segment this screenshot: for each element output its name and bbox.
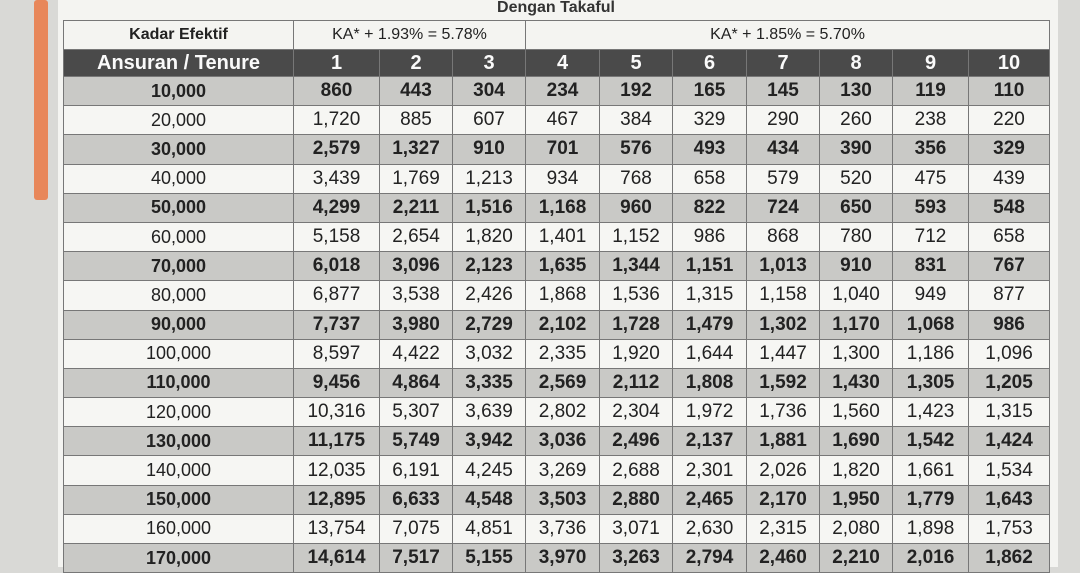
installment-cell: 1,536	[600, 281, 673, 310]
installment-cell: 3,335	[453, 368, 526, 397]
installment-cell: 701	[526, 135, 600, 164]
installment-cell: 356	[893, 135, 969, 164]
installment-cell: 3,736	[526, 514, 600, 543]
installment-cell: 712	[893, 222, 969, 251]
loan-amount-cell: 70,000	[64, 252, 294, 281]
installment-cell: 3,263	[600, 544, 673, 573]
installment-cell: 1,644	[673, 339, 747, 368]
installment-cell: 1,315	[673, 281, 747, 310]
installment-cell: 1,635	[526, 252, 600, 281]
tenure-header: 8	[820, 50, 893, 77]
installment-cell: 2,102	[526, 310, 600, 339]
installment-cell: 885	[380, 106, 453, 135]
installment-cell: 949	[893, 281, 969, 310]
loan-amount-cell: 50,000	[64, 193, 294, 222]
tenure-header-row	[64, 50, 1050, 77]
installment-cell: 304	[453, 77, 526, 106]
installment-cell: 4,245	[453, 456, 526, 485]
installment-cell: 1,868	[526, 281, 600, 310]
installment-cell: 576	[600, 135, 673, 164]
installment-cell: 434	[747, 135, 820, 164]
installment-cell: 10,316	[294, 398, 380, 427]
installment-cell: 2,802	[526, 398, 600, 427]
installment-cell: 3,970	[526, 544, 600, 573]
installment-cell: 877	[969, 281, 1050, 310]
installment-cell: 12,895	[294, 485, 380, 514]
installment-cell: 960	[600, 193, 673, 222]
installment-cell: 443	[380, 77, 453, 106]
table-row	[64, 427, 1050, 456]
installment-cell: 1,769	[380, 164, 453, 193]
installment-cell: 4,851	[453, 514, 526, 543]
installment-cell: 2,630	[673, 514, 747, 543]
installment-cell: 2,496	[600, 427, 673, 456]
installment-cell: 439	[969, 164, 1050, 193]
installment-cell: 493	[673, 135, 747, 164]
installment-cell: 2,460	[747, 544, 820, 573]
installment-cell: 2,112	[600, 368, 673, 397]
rate-group-2: KA* + 1.85% = 5.70%	[526, 21, 1050, 50]
installment-cell: 1,170	[820, 310, 893, 339]
table-row	[64, 135, 1050, 164]
installment-cell: 5,158	[294, 222, 380, 251]
installment-cell: 2,654	[380, 222, 453, 251]
installment-cell: 1,315	[969, 398, 1050, 427]
installment-cell: 2,123	[453, 252, 526, 281]
installment-cell: 7,737	[294, 310, 380, 339]
installment-cell: 2,426	[453, 281, 526, 310]
installment-cell: 724	[747, 193, 820, 222]
installment-cell: 11,175	[294, 427, 380, 456]
table-row	[64, 398, 1050, 427]
installment-cell: 6,018	[294, 252, 380, 281]
loan-amount-cell: 150,000	[64, 485, 294, 514]
installment-cell: 780	[820, 222, 893, 251]
installment-cell: 3,503	[526, 485, 600, 514]
installment-cell: 3,096	[380, 252, 453, 281]
installment-cell: 4,864	[380, 368, 453, 397]
installment-cell: 2,569	[526, 368, 600, 397]
installment-cell: 1,808	[673, 368, 747, 397]
installment-cell: 1,950	[820, 485, 893, 514]
installment-cell: 1,661	[893, 456, 969, 485]
installment-cell: 9,456	[294, 368, 380, 397]
installment-cell: 520	[820, 164, 893, 193]
installment-cell: 2,465	[673, 485, 747, 514]
installment-cell: 658	[969, 222, 1050, 251]
installment-cell: 2,579	[294, 135, 380, 164]
installment-cell: 767	[969, 252, 1050, 281]
installment-cell: 1,300	[820, 339, 893, 368]
tenure-header: 7	[747, 50, 820, 77]
installment-cell: 1,302	[747, 310, 820, 339]
installment-cell: 384	[600, 106, 673, 135]
tenure-header: 10	[969, 50, 1050, 77]
installment-cell: 475	[893, 164, 969, 193]
installment-cell: 192	[600, 77, 673, 106]
installment-cell: 1,881	[747, 427, 820, 456]
installment-cell: 1,213	[453, 164, 526, 193]
installment-cell: 768	[600, 164, 673, 193]
installment-cell: 1,720	[294, 106, 380, 135]
loan-amount-cell: 130,000	[64, 427, 294, 456]
installment-cell: 1,152	[600, 222, 673, 251]
installment-cell: 2,016	[893, 544, 969, 573]
installment-cell: 329	[969, 135, 1050, 164]
installment-cell: 467	[526, 106, 600, 135]
installment-cell: 2,301	[673, 456, 747, 485]
installment-cell: 1,736	[747, 398, 820, 427]
installment-cell: 3,980	[380, 310, 453, 339]
installment-cell: 1,779	[893, 485, 969, 514]
installment-cell: 1,430	[820, 368, 893, 397]
installment-cell: 2,315	[747, 514, 820, 543]
installment-cell: 868	[747, 222, 820, 251]
installment-cell: 1,592	[747, 368, 820, 397]
installment-cell: 1,013	[747, 252, 820, 281]
installment-cell: 1,643	[969, 485, 1050, 514]
loan-amount-cell: 120,000	[64, 398, 294, 427]
installment-cell: 13,754	[294, 514, 380, 543]
installment-cell: 165	[673, 77, 747, 106]
rate-header-row	[64, 21, 1050, 50]
loan-amount-cell: 110,000	[64, 368, 294, 397]
table-row	[64, 485, 1050, 514]
rate-group-1: KA* + 1.93% = 5.78%	[294, 21, 526, 50]
installment-cell: 2,688	[600, 456, 673, 485]
installment-cell: 8,597	[294, 339, 380, 368]
loan-amount-cell: 170,000	[64, 544, 294, 573]
installment-cell: 986	[673, 222, 747, 251]
loan-amount-cell: 80,000	[64, 281, 294, 310]
table-row	[64, 544, 1050, 573]
installment-cell: 4,548	[453, 485, 526, 514]
installment-cell: 3,942	[453, 427, 526, 456]
installment-cell: 1,542	[893, 427, 969, 456]
installment-cell: 1,423	[893, 398, 969, 427]
installment-cell: 1,820	[453, 222, 526, 251]
installment-cell: 607	[453, 106, 526, 135]
loan-amount-cell: 100,000	[64, 339, 294, 368]
installment-cell: 593	[893, 193, 969, 222]
installment-cell: 831	[893, 252, 969, 281]
installment-cell: 2,026	[747, 456, 820, 485]
installment-cell: 910	[820, 252, 893, 281]
table-row	[64, 368, 1050, 397]
installment-cell: 1,898	[893, 514, 969, 543]
installment-cell: 2,211	[380, 193, 453, 222]
installment-cell: 145	[747, 77, 820, 106]
effective-rate-label: Kadar Efektif	[64, 21, 294, 50]
installment-cell: 12,035	[294, 456, 380, 485]
installment-cell: 910	[453, 135, 526, 164]
installment-cell: 822	[673, 193, 747, 222]
installment-cell: 3,439	[294, 164, 380, 193]
installment-cell: 860	[294, 77, 380, 106]
installment-cell: 934	[526, 164, 600, 193]
installment-cell: 4,422	[380, 339, 453, 368]
installment-cell: 7,517	[380, 544, 453, 573]
installment-cell: 1,168	[526, 193, 600, 222]
tenure-header: 9	[893, 50, 969, 77]
installment-cell: 1,344	[600, 252, 673, 281]
installment-cell: 2,335	[526, 339, 600, 368]
installment-cell: 2,080	[820, 514, 893, 543]
installment-cell: 1,068	[893, 310, 969, 339]
tenure-header: 3	[453, 50, 526, 77]
loan-amount-cell: 20,000	[64, 106, 294, 135]
installment-cell: 1,151	[673, 252, 747, 281]
installment-cell: 3,639	[453, 398, 526, 427]
table-body	[64, 77, 1050, 573]
installment-cell: 2,880	[600, 485, 673, 514]
installment-cell: 650	[820, 193, 893, 222]
tenure-header: 2	[380, 50, 453, 77]
installment-cell: 14,614	[294, 544, 380, 573]
loan-amount-cell: 140,000	[64, 456, 294, 485]
loan-amount-cell: 30,000	[64, 135, 294, 164]
installment-cell: 1,447	[747, 339, 820, 368]
installment-cell: 1,690	[820, 427, 893, 456]
installment-cell: 130	[820, 77, 893, 106]
installment-cell: 1,972	[673, 398, 747, 427]
installment-cell: 5,155	[453, 544, 526, 573]
installment-cell: 986	[969, 310, 1050, 339]
installment-table	[63, 20, 1050, 573]
installment-cell: 1,516	[453, 193, 526, 222]
installment-cell: 1,305	[893, 368, 969, 397]
tenure-header: 1	[294, 50, 380, 77]
loan-amount-cell: 90,000	[64, 310, 294, 339]
installment-cell: 1,401	[526, 222, 600, 251]
installment-cell: 6,633	[380, 485, 453, 514]
installment-cell: 2,170	[747, 485, 820, 514]
table-row	[64, 164, 1050, 193]
installment-cell: 2,794	[673, 544, 747, 573]
loan-amount-cell: 60,000	[64, 222, 294, 251]
installment-cell: 3,032	[453, 339, 526, 368]
installment-cell: 1,862	[969, 544, 1050, 573]
table-row	[64, 339, 1050, 368]
installment-cell: 1,820	[820, 456, 893, 485]
tenure-label: Ansuran / Tenure	[64, 50, 294, 77]
installment-cell: 1,560	[820, 398, 893, 427]
table-row	[64, 193, 1050, 222]
loan-amount-cell: 10,000	[64, 77, 294, 106]
installment-cell: 3,036	[526, 427, 600, 456]
installment-cell: 1,158	[747, 281, 820, 310]
installment-cell: 1,327	[380, 135, 453, 164]
table-row	[64, 252, 1050, 281]
installment-cell: 5,749	[380, 427, 453, 456]
installment-cell: 1,728	[600, 310, 673, 339]
installment-cell: 2,137	[673, 427, 747, 456]
installment-cell: 234	[526, 77, 600, 106]
installment-cell: 548	[969, 193, 1050, 222]
table-row	[64, 310, 1050, 339]
table-row	[64, 222, 1050, 251]
installment-cell: 3,538	[380, 281, 453, 310]
installment-cell: 2,304	[600, 398, 673, 427]
table-row	[64, 77, 1050, 106]
installment-cell: 2,729	[453, 310, 526, 339]
installment-cell: 220	[969, 106, 1050, 135]
installment-cell: 1,186	[893, 339, 969, 368]
installment-cell: 3,071	[600, 514, 673, 543]
tenure-header: 6	[673, 50, 747, 77]
tenure-header: 5	[600, 50, 673, 77]
installment-cell: 579	[747, 164, 820, 193]
installment-cell: 6,877	[294, 281, 380, 310]
table-row	[64, 281, 1050, 310]
installment-cell: 7,075	[380, 514, 453, 543]
installment-cell: 238	[893, 106, 969, 135]
installment-cell: 1,534	[969, 456, 1050, 485]
installment-cell: 290	[747, 106, 820, 135]
table-row	[64, 514, 1050, 543]
orange-page-tab	[34, 0, 48, 200]
installment-cell: 2,210	[820, 544, 893, 573]
loan-amount-cell: 160,000	[64, 514, 294, 543]
installment-cell: 5,307	[380, 398, 453, 427]
installment-cell: 119	[893, 77, 969, 106]
installment-cell: 1,753	[969, 514, 1050, 543]
installment-cell: 1,205	[969, 368, 1050, 397]
installment-cell: 110	[969, 77, 1050, 106]
installment-cell: 329	[673, 106, 747, 135]
installment-cell: 1,920	[600, 339, 673, 368]
installment-cell: 1,096	[969, 339, 1050, 368]
table-row	[64, 106, 1050, 135]
installment-cell: 658	[673, 164, 747, 193]
loan-amount-cell: 40,000	[64, 164, 294, 193]
installment-cell: 6,191	[380, 456, 453, 485]
installment-cell: 4,299	[294, 193, 380, 222]
tenure-header: 4	[526, 50, 600, 77]
takaful-banner: Dengan Takaful	[497, 0, 615, 16]
installment-cell: 1,424	[969, 427, 1050, 456]
installment-cell: 260	[820, 106, 893, 135]
installment-cell: 1,040	[820, 281, 893, 310]
installment-cell: 1,479	[673, 310, 747, 339]
installment-cell: 3,269	[526, 456, 600, 485]
installment-cell: 390	[820, 135, 893, 164]
table-row	[64, 456, 1050, 485]
